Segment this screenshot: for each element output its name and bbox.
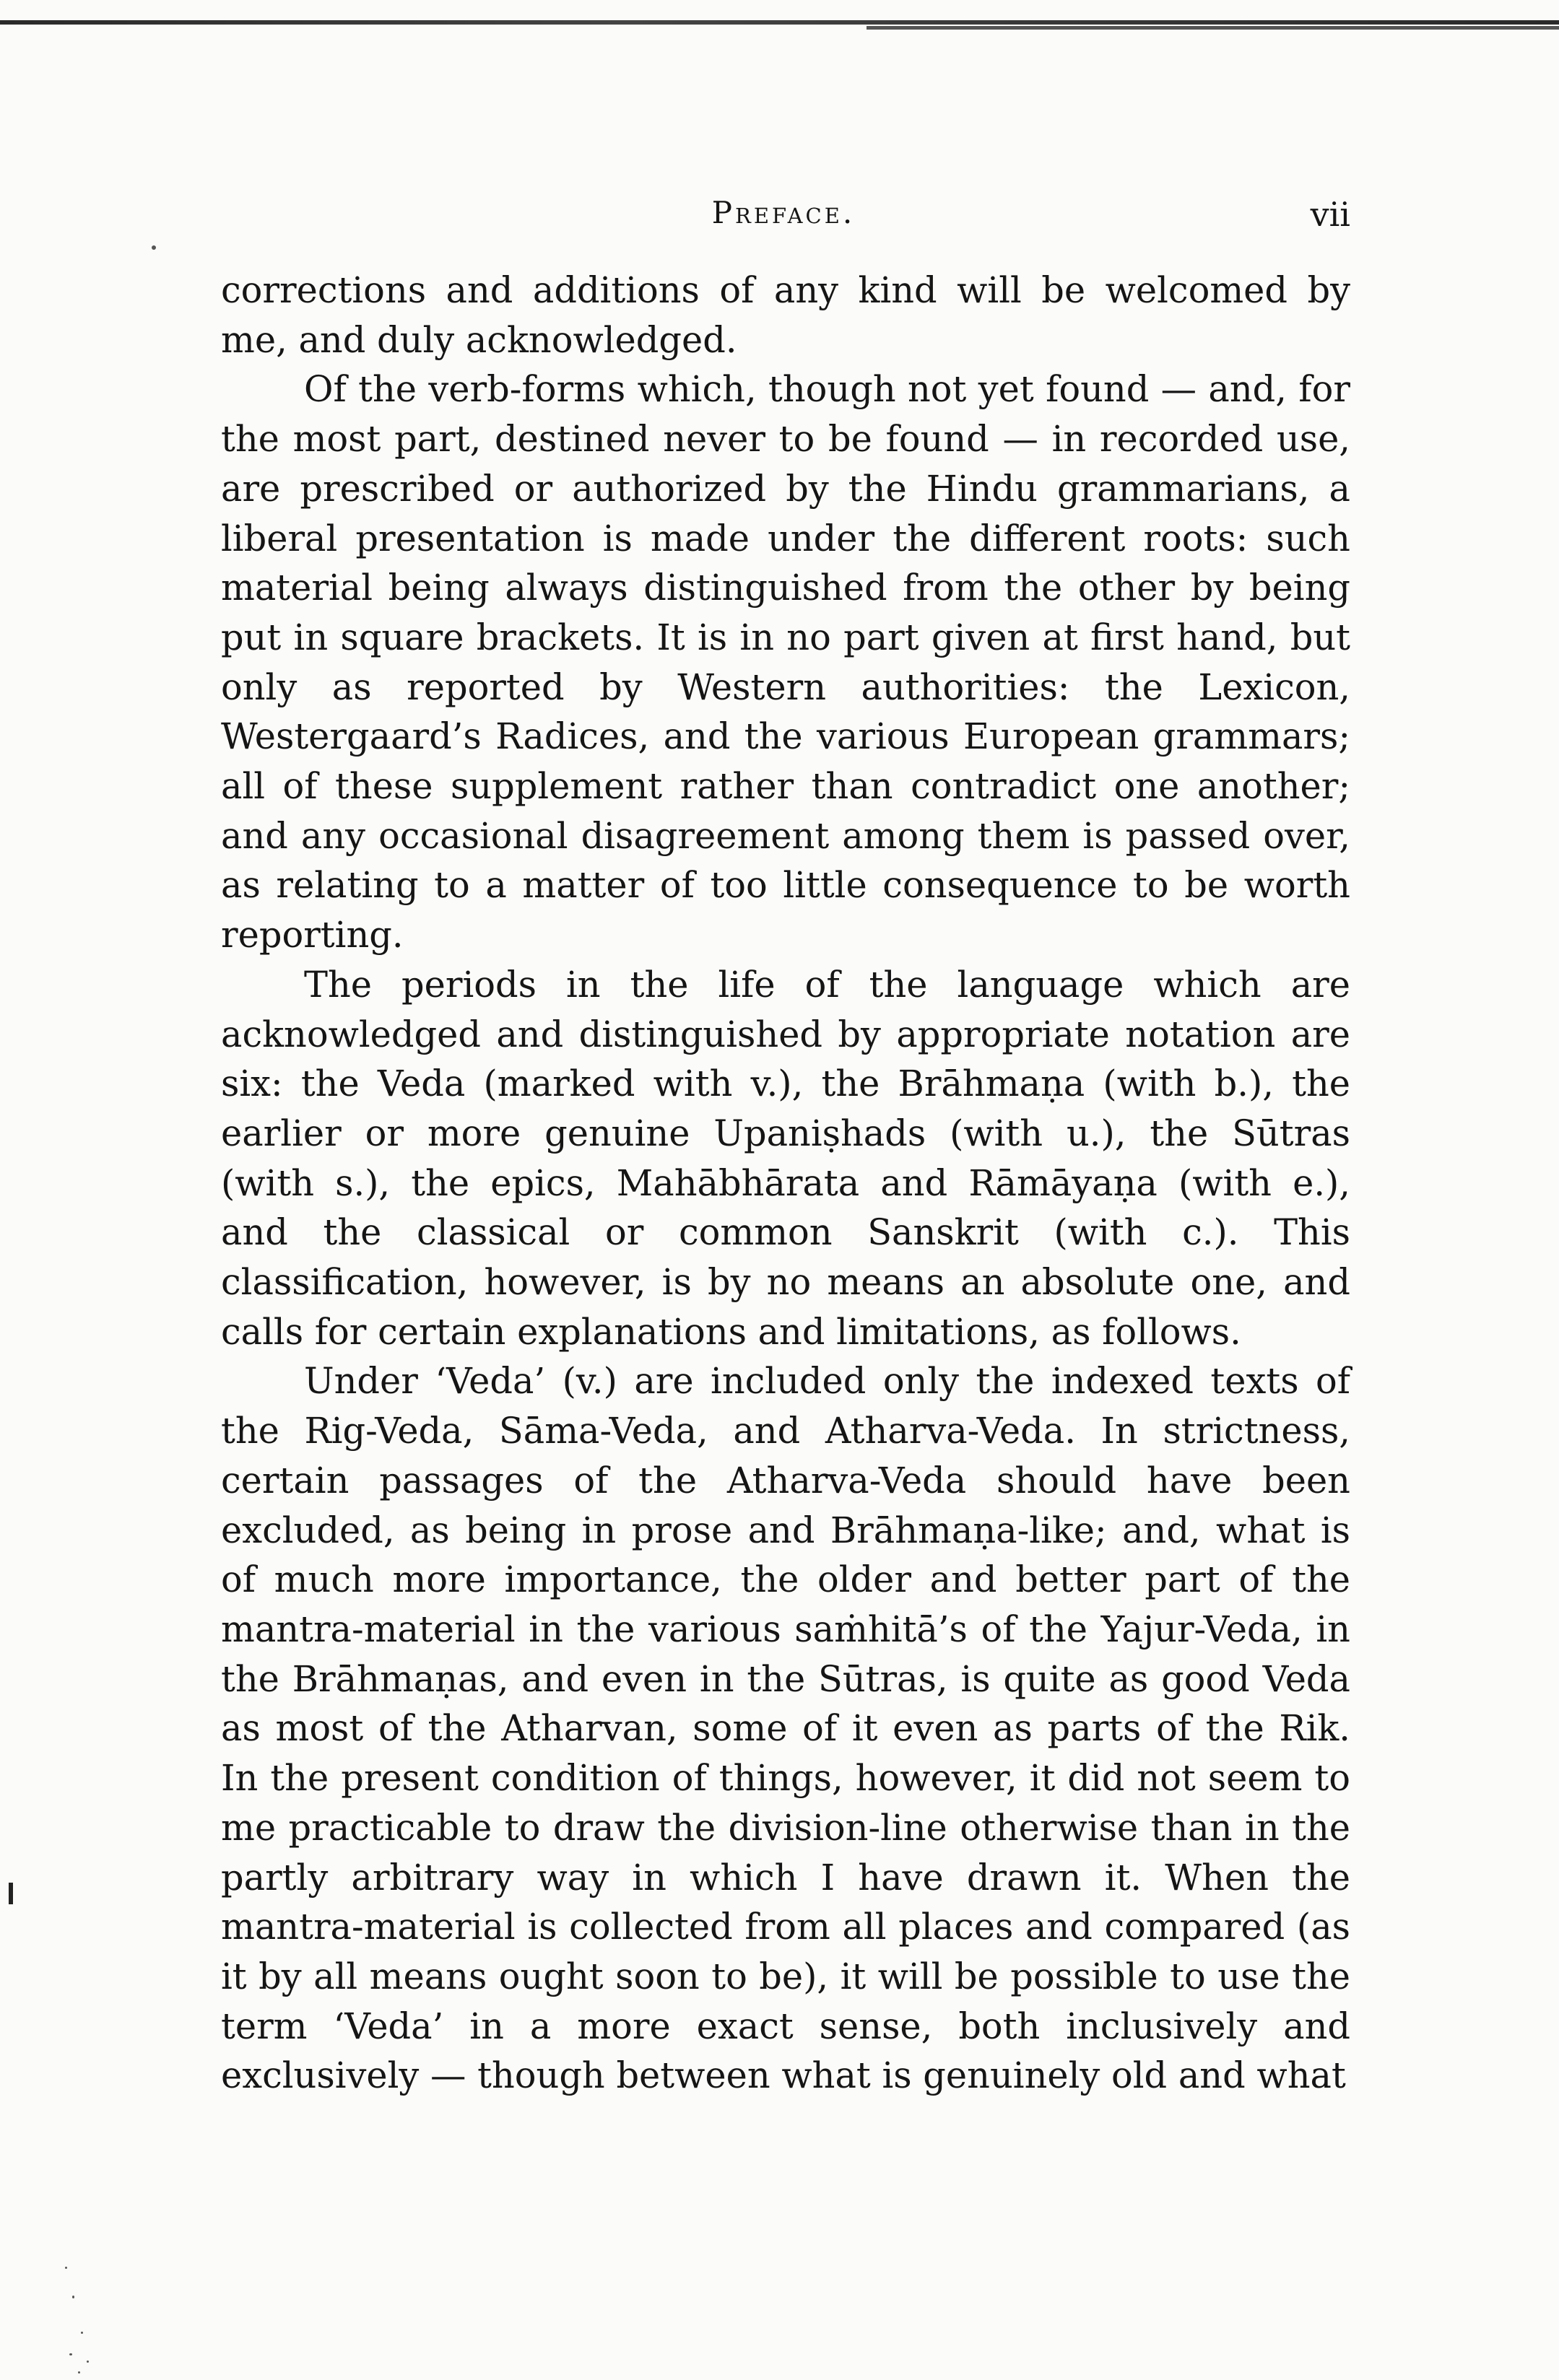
page-number: vii (1310, 195, 1350, 234)
body-text (221, 266, 1350, 2101)
running-header (217, 195, 1350, 253)
margin-mark (9, 1883, 13, 1904)
page-top-edge (0, 20, 1559, 25)
page-top-edge-shadow (867, 26, 1559, 30)
paragraph-verb-forms: Of the verb-forms which, though not yet found — and, for the most part, destined never to be found — in recorded use, are prescribed or authorized by the Hindu grammarians, a liberal presentation is made under the different roots: such material being always distinguished from the other by being put in square brackets. It is in no part given at first hand, but only as reported by Western authorities: the Lexicon, Westergaard’s Radices, and the various European grammars; all of these supplement rather than contradict one another; and any occasional disagreement among them is passed over, as relating to a matter of too little consequence to be worth reporting. (221, 368, 1350, 956)
running-title: Preface. (711, 195, 856, 230)
paragraph-veda: Under ‘Veda’ (v.) are included only the indexed texts of the Rig-Veda, Sāma-Veda, and Atharva-Veda. In strictness, certain passages of the Atharva-Veda should have been excluded, as being in prose and Brāhmaṇa-like; and, what is of much more importance, the older and better part of the mantra-material in the various saṁhitā’s of the Yajur-Veda, in the Brāhmaṇas, and even in the Sūtras, is quite as good Veda as most of the Atharvan, some of it even as parts of the Rik. In the present condition of things, however, it did not seem to me practicable to draw the division-line otherwise than in the partly arbitrary way in which I have drawn it. When the mantra-material is collected from all places and compared (as it by all means ought soon to be), it will be possible to use the term ‘Veda’ in a more exact sense, both inclusively and exclusively — though between what is genuinely old and what (221, 1360, 1350, 2097)
paragraph-periods: The periods in the life of the language which are acknowledged and distinguished by appropriate notation are six: the Veda (marked with v.), the Brāhmaṇa (with b.), the earlier or more genuine Upaniṣhads (with u.), the Sūtras (with s.), the epics, Mahābhārata and Rāmāyaṇa (with e.), and the classical or common Sanskrit (with c.). This classification, however, is by no means an absolute one, and calls for certain explanations and limitations, as follows. (221, 963, 1350, 1353)
paragraph-continuation: corrections and additions of any kind will be welcomed by me, and duly acknowledged. (221, 269, 1350, 361)
